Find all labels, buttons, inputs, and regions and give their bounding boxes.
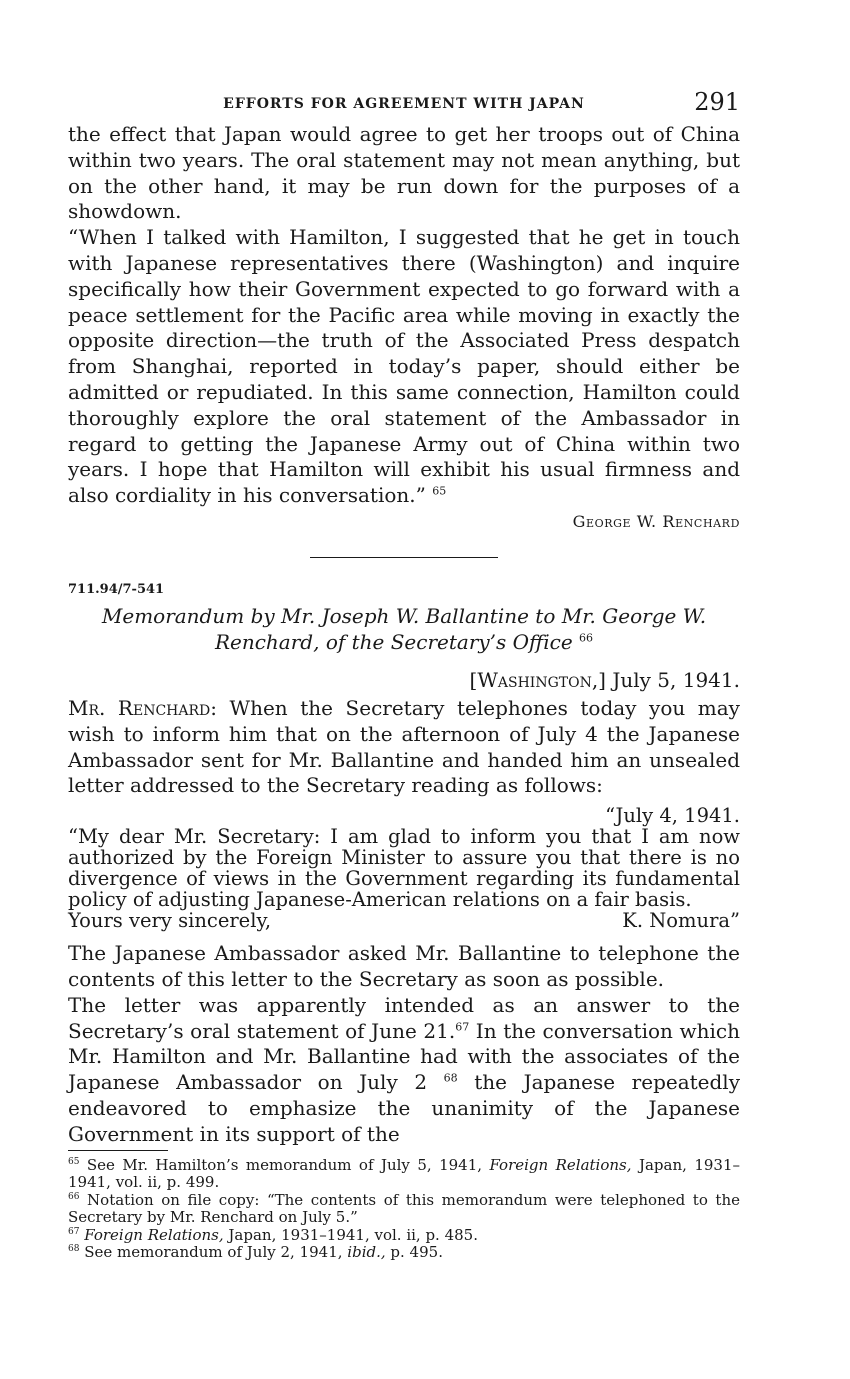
dateline-date: July 5, 1941. [612, 667, 740, 692]
footnote-ref-67: 67 [455, 1019, 470, 1033]
footnote-68-mark: 68 [68, 1244, 80, 1255]
page [68, 88, 740, 1262]
dateline [68, 667, 740, 693]
paragraph-quote [68, 225, 740, 509]
page-header [68, 88, 740, 122]
paragraph-last-part-3: the Japanese repeatedly endeavored to emphasize the unanimity of the Japanese Government in its support of the [68, 1070, 741, 1146]
running-head: EFFORTS FOR AGREEMENT WITH JAPAN [223, 96, 585, 112]
letter-closing: Yours very sincerely, [68, 909, 272, 933]
section-divider [310, 557, 498, 558]
document-title-line-2-text: Renchard, of the Secretary’s Office [214, 629, 573, 654]
page-number: 291 [694, 88, 740, 116]
document-title-line-1: Memorandum by Mr. Joseph W. Ballantine to Mr. George W. [101, 603, 707, 628]
memo-intro-text: When the Secretary telephones today you may wish to inform him that on the afternoon of July 4 the Japanese Ambassador sent for Mr. Ballantine and handed him an unsealed letter addressed to the Secretary reading as follows: [68, 695, 740, 798]
paragraph-last-part-2: In the conversation which Mr. Hamilton and Mr. Ballantine had with the associates of the Japanese Ambassador on July 2 [68, 1018, 740, 1095]
footnote-67-mark: 67 [68, 1226, 80, 1237]
dateline-place: [Washington,] [469, 667, 606, 692]
footnote-68-italic: ibid., [347, 1243, 386, 1262]
file-number: 711.94/7-541 [68, 581, 165, 597]
footnote-66 [68, 1192, 740, 1227]
signature: George W. Renchard [572, 511, 740, 531]
paragraph-continuation: the effect that Japan would agree to get her troops out of China within two years. The oral statement may not mean anything, but on the other hand, it may be run down for the purposes of a showdown. [68, 122, 740, 224]
footnote-67 [68, 1227, 740, 1245]
footnote-divider [68, 1150, 168, 1151]
footnote-ref-66: 66 [579, 631, 594, 645]
letter-date: “July 4, 1941. [605, 804, 740, 828]
memo-addressee: Mr. Renchard: [68, 695, 217, 720]
letter-body: “My dear Mr. Secretary: I am glad to inform you that I am now authorized by the Foreign Minister to assure you that there is no divergence of views in the Government regarding its fundamental policy of adjusting Japanese-American relations on a fair basis. [68, 825, 740, 912]
footnotes [68, 1157, 740, 1262]
footnote-ref-65: 65 [432, 484, 447, 498]
footnote-67-italic: Foreign Relations, [84, 1225, 224, 1244]
document-title [68, 603, 740, 655]
footnote-68-text-b: p. 495. [390, 1243, 443, 1262]
memo-intro [68, 696, 740, 799]
paragraph-last-part-1: The letter was apparently intended as an answer to the Secretary’s oral statement of June 21. [68, 992, 740, 1043]
quoted-letter [68, 805, 740, 931]
footnote-66-mark: 66 [68, 1191, 80, 1202]
footnote-65-text-b: Japan, 1931–1941, vol. ii, p. 499. [68, 1155, 740, 1192]
footnote-68 [68, 1244, 740, 1262]
footnote-68-text-a: See memorandum of July 2, 1941, [84, 1243, 343, 1262]
footnote-67-text: Japan, 1931–1941, vol. ii, p. 485. [228, 1225, 478, 1244]
footnote-65-italic: Foreign Relations, [489, 1155, 632, 1174]
paragraph-last [68, 993, 740, 1148]
footnote-65-text-a: See Mr. Hamilton’s memorandum of July 5, 1941, [86, 1155, 483, 1174]
document-title-line-2 [68, 629, 740, 655]
footnote-66-text: Notation on file copy: “The contents of this memorandum were telephoned to the Secretary by Mr. Renchard on July 5.” [68, 1190, 740, 1227]
footnote-65 [68, 1157, 740, 1192]
letter-signoff [68, 910, 740, 931]
footnote-65-mark: 65 [68, 1156, 80, 1167]
paragraph-after-letter: The Japanese Ambassador asked Mr. Ballantine to telephone the contents of this letter to the Secretary as soon as possible. [68, 941, 740, 991]
letter-signer: K. Nomura” [622, 909, 740, 933]
paragraph-quote-text: “When I talked with Hamilton, I suggested that he get in touch with Japanese representatives there (Washington) and inquire specifically how their Government expected to go forward with a peace settlement for the Pacific area while moving in exactly the opposite direction—the truth of the Associated Press despatch from Shanghai, reported in today’s paper, should either be admitted or repudiated. In this same connection, Hamilton could thoroughly explore the oral statement of the Ambassador in regard to getting the Japanese Army out of China within two years. I hope that Hamilton will exhibit his usual firmness and also cordiality in his conversation.” [68, 225, 740, 508]
footnote-ref-68: 68 [443, 1071, 458, 1085]
